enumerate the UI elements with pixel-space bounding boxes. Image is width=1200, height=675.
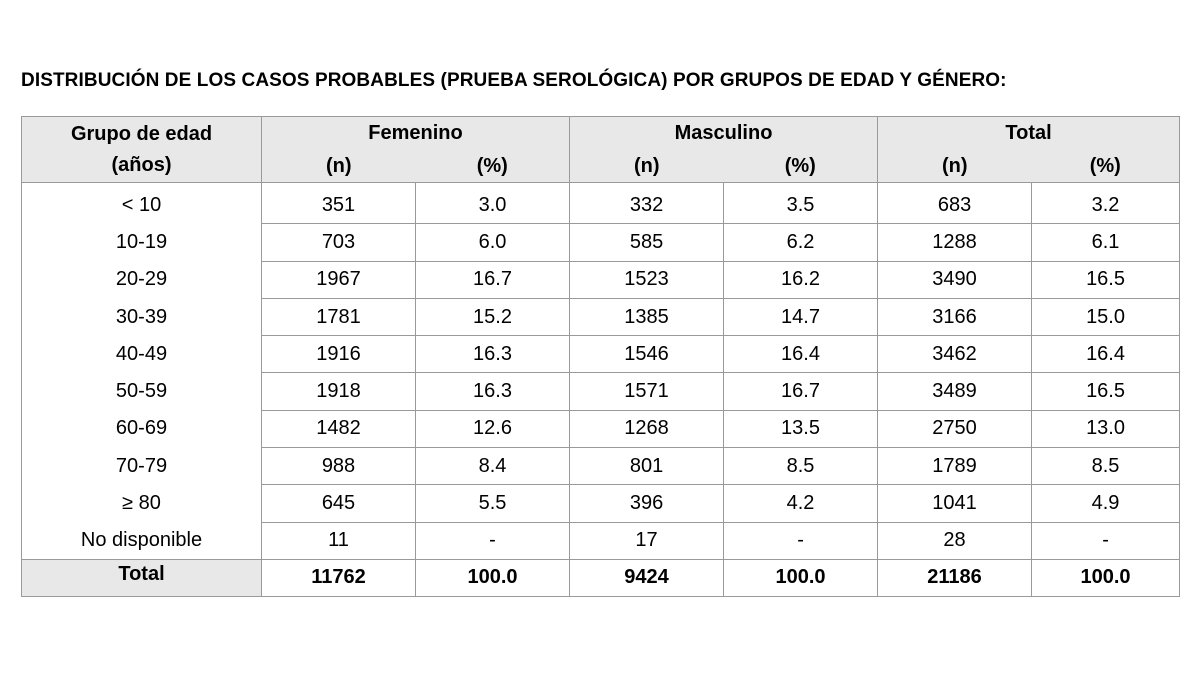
cell-f-pct: - [416, 522, 570, 559]
page-title: DISTRIBUCIÓN DE LOS CASOS PROBABLES (PRUEBA SEROLÓGICA) POR GRUPOS DE EDAD Y GÉNERO: [21, 70, 1007, 91]
cell-f-n: 988 [262, 448, 416, 485]
header-m-n: (n) [570, 150, 724, 183]
cell-f-pct: 8.4 [416, 448, 570, 485]
cell-t-n: 1288 [878, 224, 1032, 261]
cell-f-pct: 16.3 [416, 373, 570, 410]
cell-age: 20-29 [22, 261, 262, 298]
cell-m-n: 585 [570, 224, 724, 261]
cell-t-n: 2750 [878, 410, 1032, 447]
table-row [22, 485, 1180, 522]
table-row [22, 261, 1180, 298]
table-row [22, 410, 1180, 447]
cell-f-pct: 15.2 [416, 298, 570, 335]
cell-m-pct: 3.5 [724, 183, 878, 224]
table-row [22, 224, 1180, 261]
cell-t-pct: 100.0 [1032, 559, 1180, 596]
header-t-pct: (%) [1032, 150, 1180, 183]
cell-f-n: 351 [262, 183, 416, 224]
cell-t-pct: 13.0 [1032, 410, 1180, 447]
cell-age: 50-59 [22, 373, 262, 410]
cell-f-pct: 3.0 [416, 183, 570, 224]
header-row-groups [22, 117, 1180, 151]
cell-m-n: 332 [570, 183, 724, 224]
cell-f-n: 645 [262, 485, 416, 522]
table-row [22, 183, 1180, 224]
cell-m-pct: 8.5 [724, 448, 878, 485]
header-femenino: Femenino [262, 117, 570, 151]
cell-age: < 10 [22, 183, 262, 224]
cell-m-pct: 4.2 [724, 485, 878, 522]
header-age-line2: (años) [111, 153, 172, 176]
cell-t-n: 28 [878, 522, 1032, 559]
cell-f-pct: 100.0 [416, 559, 570, 596]
cell-m-pct: 16.7 [724, 373, 878, 410]
cell-m-pct: 14.7 [724, 298, 878, 335]
cell-age: 60-69 [22, 410, 262, 447]
cell-m-n: 1385 [570, 298, 724, 335]
table-row-total [22, 559, 1180, 596]
cell-m-n: 801 [570, 448, 724, 485]
cell-m-n: 17 [570, 522, 724, 559]
cell-m-n: 396 [570, 485, 724, 522]
cell-m-pct: 16.4 [724, 336, 878, 373]
cell-f-n: 703 [262, 224, 416, 261]
cell-t-pct: 4.9 [1032, 485, 1180, 522]
cell-t-pct: 8.5 [1032, 448, 1180, 485]
cell-f-n: 1967 [262, 261, 416, 298]
table-row [22, 522, 1180, 559]
cell-m-pct: - [724, 522, 878, 559]
table-row [22, 298, 1180, 335]
cell-age: 70-79 [22, 448, 262, 485]
cell-t-n: 3490 [878, 261, 1032, 298]
header-m-pct: (%) [724, 150, 878, 183]
cell-t-n: 3462 [878, 336, 1032, 373]
cell-t-n: 3166 [878, 298, 1032, 335]
header-f-pct: (%) [416, 150, 570, 183]
cell-t-n: 21186 [878, 559, 1032, 596]
cell-t-n: 683 [878, 183, 1032, 224]
cell-f-n: 1918 [262, 373, 416, 410]
table-row [22, 448, 1180, 485]
table-row [22, 336, 1180, 373]
cell-age: 30-39 [22, 298, 262, 335]
cell-age: No disponible [22, 522, 262, 559]
header-age-line1: Grupo de edad [70, 122, 213, 145]
cell-f-pct: 16.3 [416, 336, 570, 373]
header-age-group [22, 117, 262, 183]
cell-t-pct: - [1032, 522, 1180, 559]
header-total: Total [878, 117, 1180, 151]
cell-age: 40-49 [22, 336, 262, 373]
cell-f-pct: 12.6 [416, 410, 570, 447]
cell-age: Total [22, 559, 262, 596]
cell-m-pct: 13.5 [724, 410, 878, 447]
cell-t-pct: 15.0 [1032, 298, 1180, 335]
cell-f-n: 1781 [262, 298, 416, 335]
cell-age: 10-19 [22, 224, 262, 261]
header-t-n: (n) [878, 150, 1032, 183]
header-f-n: (n) [262, 150, 416, 183]
cell-m-pct: 6.2 [724, 224, 878, 261]
cell-f-pct: 5.5 [416, 485, 570, 522]
cell-f-n: 1482 [262, 410, 416, 447]
cell-t-n: 3489 [878, 373, 1032, 410]
cell-t-pct: 6.1 [1032, 224, 1180, 261]
cell-t-pct: 16.4 [1032, 336, 1180, 373]
cell-f-pct: 6.0 [416, 224, 570, 261]
cell-m-n: 9424 [570, 559, 724, 596]
header-masculino: Masculino [570, 117, 878, 151]
cell-m-n: 1571 [570, 373, 724, 410]
cell-t-pct: 16.5 [1032, 261, 1180, 298]
cell-t-pct: 3.2 [1032, 183, 1180, 224]
cell-t-pct: 16.5 [1032, 373, 1180, 410]
cell-f-n: 1916 [262, 336, 416, 373]
cell-m-pct: 16.2 [724, 261, 878, 298]
cell-m-pct: 100.0 [724, 559, 878, 596]
table-body [22, 183, 1180, 597]
cell-f-pct: 16.7 [416, 261, 570, 298]
cell-f-n: 11762 [262, 559, 416, 596]
cell-m-n: 1268 [570, 410, 724, 447]
cell-t-n: 1041 [878, 485, 1032, 522]
cell-f-n: 11 [262, 522, 416, 559]
table-header [22, 117, 1180, 183]
cell-t-n: 1789 [878, 448, 1032, 485]
age-gender-table [21, 116, 1180, 597]
cell-m-n: 1523 [570, 261, 724, 298]
table-row [22, 373, 1180, 410]
cell-age: ≥ 80 [22, 485, 262, 522]
cell-m-n: 1546 [570, 336, 724, 373]
